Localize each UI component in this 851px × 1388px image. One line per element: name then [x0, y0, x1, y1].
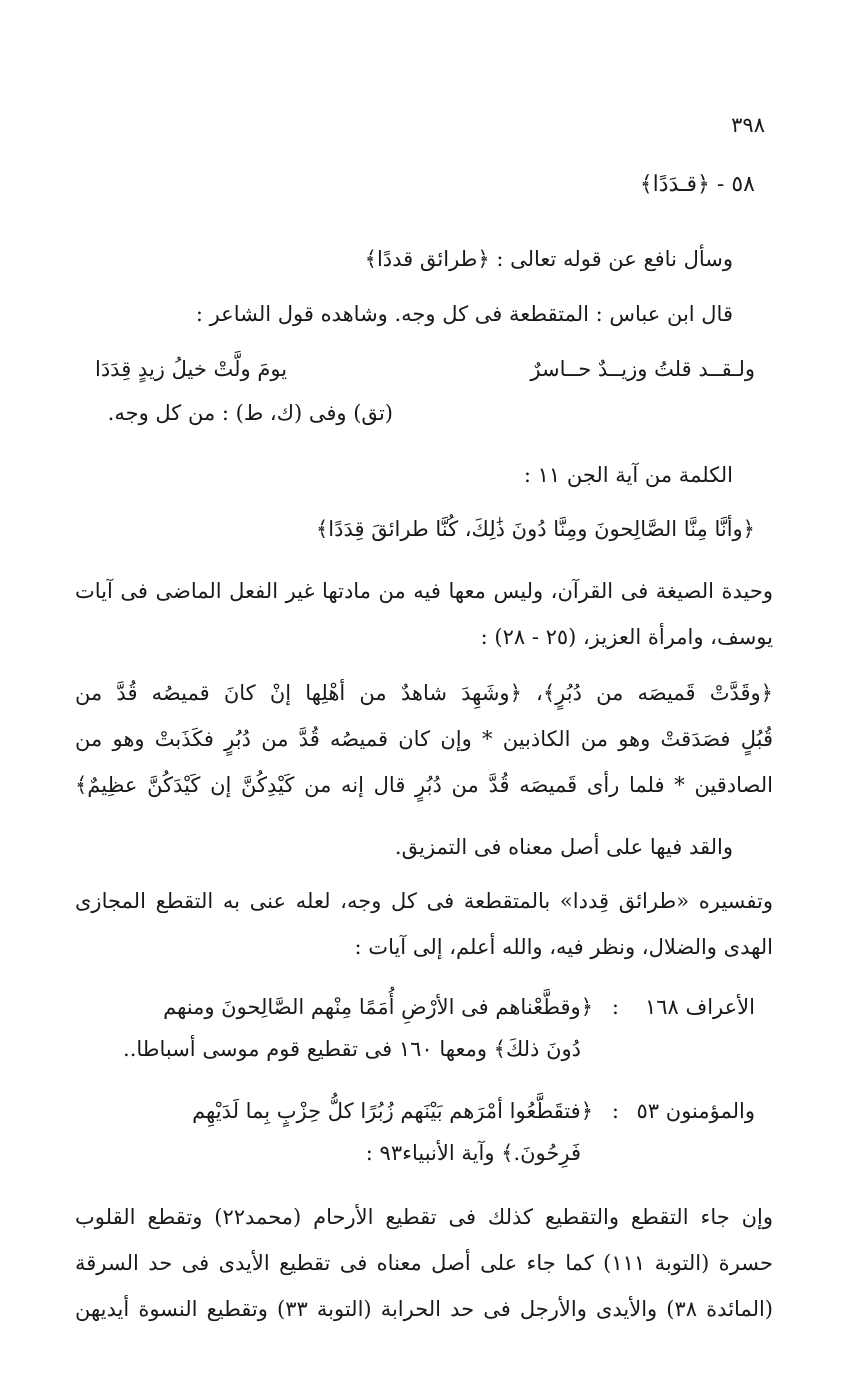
reference-continuation: دُونَ ذلكَ﴾ ومعها ١٦٠ فى تقطيع قوم موسى أسباطا..	[123, 1037, 581, 1061]
unique-form-line-1: وحيدة الصيغة فى القرآن، وليس معها فيه من مادتها غير الفعل الماضى فى آيات	[75, 579, 773, 603]
reference-continuation: فَرِحُونَ.﴾ وآية الأنبياء٩٣ :	[365, 1141, 581, 1165]
source-note: (تق) وفى (ك، ط) : من كل وجه.	[107, 401, 393, 425]
page-number: ٣٩٨	[731, 113, 765, 137]
reference-label: والمؤمنون ٥٣	[636, 1099, 755, 1123]
yusuf-verse-line-3: الصادقين * فلما رأى قَميصَه قُدَّ من دُبُرٍ قال إنه من كَيْدِكُنَّ إن كَيْدَكُنَّ عظِيمٌ﴾	[75, 773, 773, 797]
closing-line-1: وإن جاء التقطع والتقطيع كذلك فى تقطيع الأرحام (محمد٢٢) وتقطع القلوب	[75, 1205, 773, 1229]
closing-line-2: حسرة (التوبة ١١١) كما جاء على أصل معناه فى تقطيع الأيدى فى حد السرقة	[75, 1251, 773, 1275]
question-line: وسأل نافع عن قوله تعالى : ﴿طرائق قددًا﴾	[364, 247, 733, 271]
unique-form-line-2: يوسف، وامرأة العزيز، (٢٥ - ٢٨) :	[480, 625, 773, 649]
reference-colon: :	[611, 995, 619, 1019]
reference-label: الأعراف ١٦٨	[644, 995, 755, 1019]
reference-verse: ﴿وقطَّعْناهم فى الأرْضِ أُمَمًا مِنْهم الصَّالِحونَ ومنهم	[163, 995, 593, 1019]
tafsir-line-2: الهدى والضلال، ونظر فيه، والله أعلم، إلى آيات :	[354, 935, 773, 959]
verse-hemistich-first: ولـقــد قلتُ وزيــدٌ حــاسرٌ	[530, 357, 755, 381]
reference-colon: :	[611, 1099, 619, 1123]
poetry-verse	[95, 352, 755, 386]
verse-hemistich-second: يومَ ولَّتْ خيلُ زيدٍ قِدَدَا	[95, 357, 288, 381]
answer-line: قال ابن عباس : المتقطعة فى كل وجه. وشاهده قول الشاعر :	[195, 302, 733, 326]
entry-heading: ٥٨ - ﴿قـدَدًا﴾	[639, 172, 755, 197]
jinn-verse-quote: ﴿وأنَّا مِنَّا الصَّالِحونَ ومِنَّا دُونَ ذَٰلِكَ، كُنَّا طرائقَ قِدَدًا﴾	[315, 517, 755, 541]
yusuf-verse-line-1: ﴿وقَدَّتْ قَميصَه من دُبُرٍ﴾، ﴿وشَهِدَ شاهدٌ من أهْلِها إنْ كانَ قميصُه قُدَّ من	[75, 681, 773, 705]
closing-line-3: (المائدة ٣٨) والأيدى والأرجل فى حد الحرابة (التوبة ٣٣) وتقطيع النسوة أيديهن	[75, 1297, 773, 1321]
reference-verse: ﴿فتقَطَّعُوا أمْرَهم بَيْنَهم زُبُرًا كلُّ حِزْبٍ بِما لَدَيْهِم	[192, 1099, 593, 1123]
tearing-meaning-line: والقد فيها على أصل معناه فى التمزيق.	[394, 835, 733, 859]
tafsir-line-1: وتفسيره «طرائق قِددا» بالمتقطعة فى كل وجه، لعله عنى به التقطع المجازى	[75, 889, 773, 913]
yusuf-verse-line-2: قُبُلٍ فصَدَقتْ وهو من الكاذبين * وإن كان قميصُه قُدَّ من دُبُرٍ فكَذَبتْ وهو من	[75, 727, 773, 751]
word-location-line: الكلمة من آية الجن ١١ :	[523, 463, 733, 487]
